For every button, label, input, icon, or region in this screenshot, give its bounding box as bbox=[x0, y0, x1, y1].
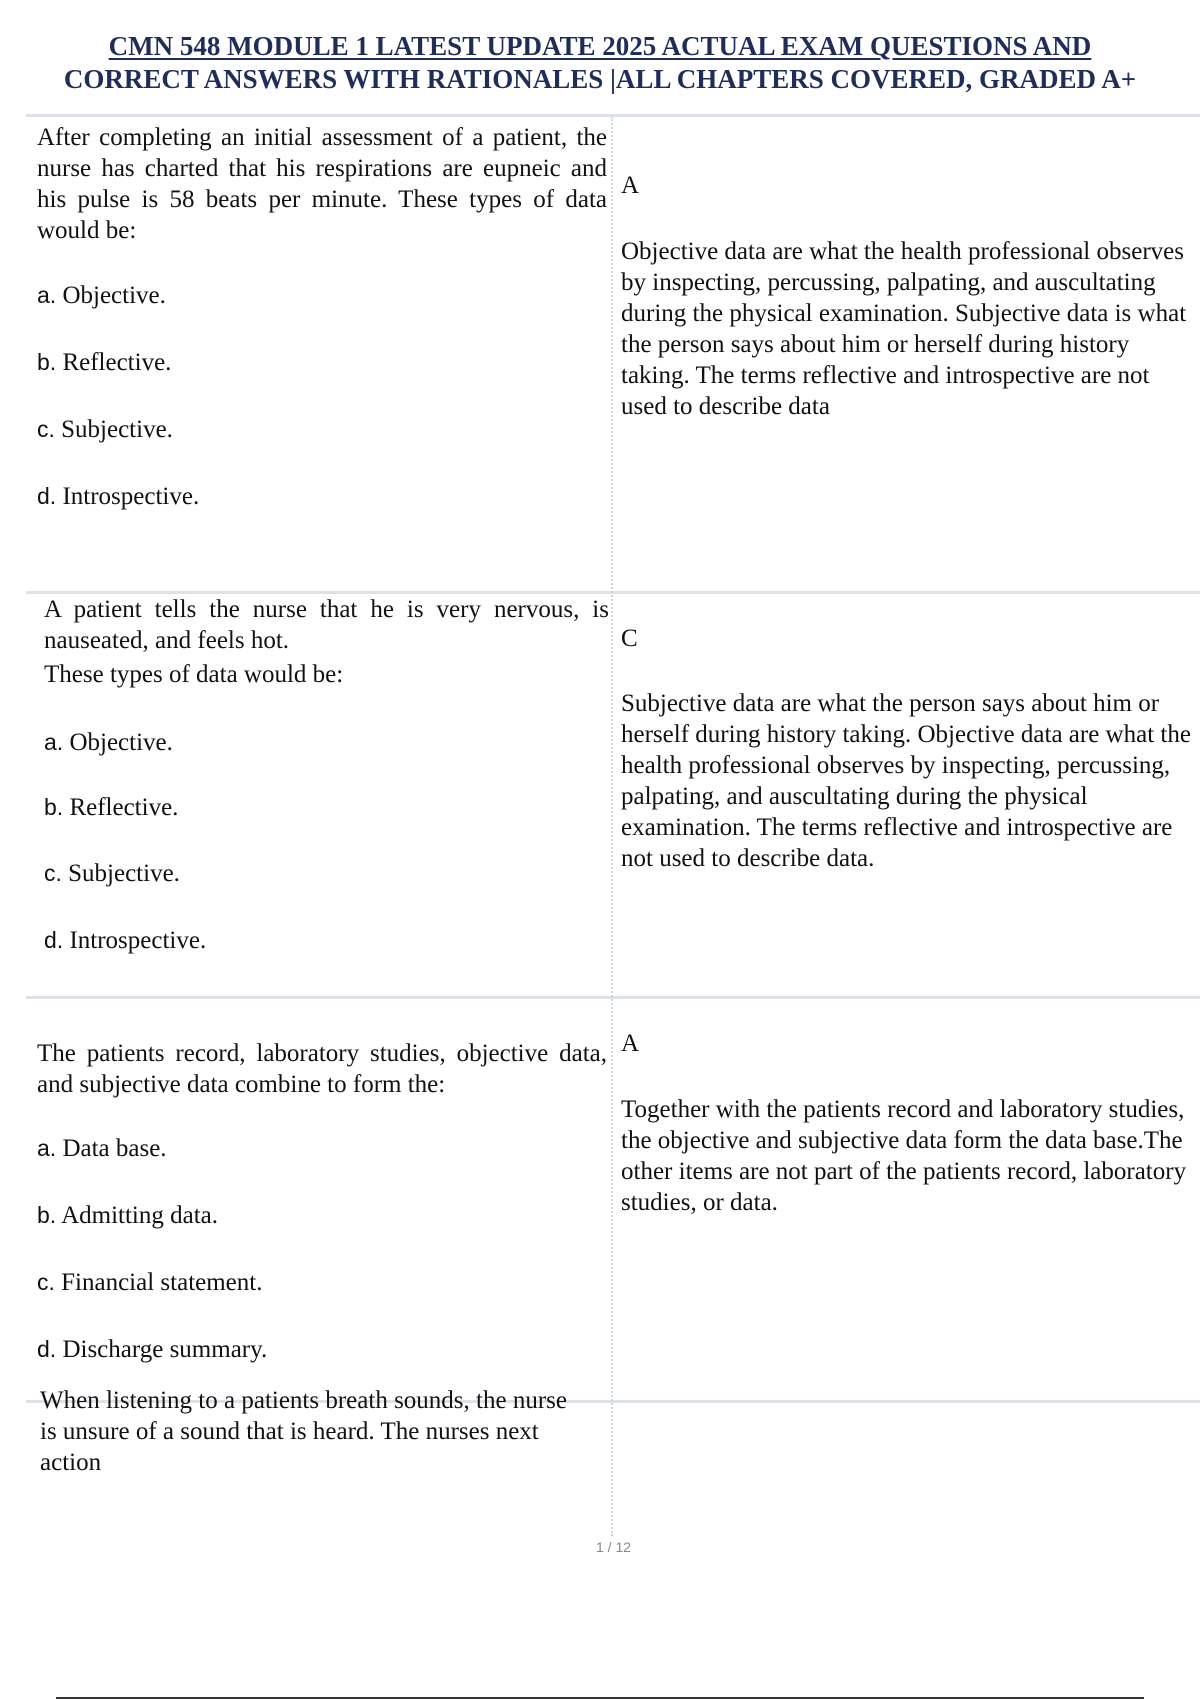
option-a bbox=[37, 1133, 167, 1164]
option-letter: c. bbox=[37, 416, 55, 442]
question-card-1 bbox=[37, 122, 607, 246]
option-d bbox=[37, 1334, 267, 1365]
option-text: Objective. bbox=[62, 282, 166, 309]
answer-letter: A bbox=[621, 172, 640, 199]
question-text-line-2: These types of data would be: bbox=[44, 661, 344, 688]
option-letter: b. bbox=[37, 1202, 57, 1228]
option-c bbox=[37, 414, 173, 445]
option-d bbox=[44, 925, 206, 956]
option-text: Data base. bbox=[62, 1135, 167, 1162]
option-b bbox=[37, 347, 171, 378]
question-text: After completing an initial assessment of a patient, the nurse has charted that his respirations are eupneic and his pulse is 58 beats per minute. These types of data would be: bbox=[37, 124, 607, 244]
question-card-2 bbox=[44, 594, 609, 690]
option-letter: c. bbox=[44, 860, 62, 886]
option-letter: d. bbox=[37, 483, 57, 509]
option-text: Reflective. bbox=[69, 794, 179, 821]
option-letter: c. bbox=[37, 1269, 55, 1295]
footer-rule bbox=[56, 1697, 1144, 1699]
option-d bbox=[37, 481, 199, 512]
option-letter: a. bbox=[44, 729, 64, 755]
column-divider bbox=[611, 116, 613, 1536]
option-letter: b. bbox=[37, 349, 57, 375]
answer-letter: A bbox=[621, 1030, 640, 1057]
option-letter: d. bbox=[37, 1336, 57, 1362]
option-text: Objective. bbox=[69, 729, 173, 756]
option-letter: a. bbox=[37, 1135, 57, 1161]
option-letter: d. bbox=[44, 927, 64, 953]
option-text: Subjective. bbox=[61, 416, 173, 443]
option-a bbox=[44, 727, 173, 758]
option-b bbox=[44, 792, 178, 823]
page-number: 1 / 12 bbox=[596, 1539, 632, 1555]
option-text: Financial statement. bbox=[61, 1269, 263, 1296]
rationale-text: Subjective data are what the person says about him or herself during history taking. Objective data are what the health professional observes by inspecting, percussing, palpating, and auscultating during the physical examination. The terms reflective and introspective are not used to describe data. bbox=[621, 690, 1191, 872]
option-letter: b. bbox=[44, 794, 64, 820]
question-text: The patients record, laboratory studies, objective data, and subjective data combine to form the: bbox=[37, 1040, 607, 1098]
divider-card-2 bbox=[26, 996, 1200, 999]
title-line-2: CORRECT ANSWERS WITH RATIONALES |ALL CHAPTERS COVERED, GRADED A+ bbox=[63, 64, 1137, 94]
option-text: Subjective. bbox=[68, 860, 180, 887]
option-b bbox=[37, 1200, 218, 1231]
divider-top bbox=[26, 114, 1200, 117]
rationale-text: Together with the patients record and laboratory studies, the objective and subjective data form the data base.The other items are not part of the patients record, laboratory studies, or data. bbox=[621, 1096, 1187, 1216]
option-text: Introspective. bbox=[69, 927, 207, 954]
page-title bbox=[0, 30, 1200, 96]
option-c bbox=[44, 858, 180, 889]
option-text: Reflective. bbox=[62, 349, 172, 376]
option-c bbox=[37, 1267, 262, 1298]
option-letter: a. bbox=[37, 282, 57, 308]
option-text: Admitting data. bbox=[61, 1202, 218, 1229]
question-card-4 bbox=[40, 1385, 580, 1478]
question-text: When listening to a patients breath sounds, the nurse is unsure of a sound that is heard. The nurses next action bbox=[40, 1387, 567, 1476]
answer-letter: C bbox=[621, 625, 638, 652]
option-text: Discharge summary. bbox=[62, 1336, 268, 1363]
option-text: Introspective. bbox=[62, 483, 200, 510]
rationale-text: Objective data are what the health professional observes by inspecting, percussing, palpating, and auscultating during the physical examination. Subjective data is what the person says about him or herself during history taking. The terms reflective and introspective are not used to describe data bbox=[621, 238, 1187, 420]
question-card-3 bbox=[37, 1038, 607, 1100]
option-a bbox=[37, 280, 166, 311]
question-text: A patient tells the nurse that he is very nervous, is nauseated, and feels hot. bbox=[44, 596, 609, 654]
title-line-1: CMN 548 MODULE 1 LATEST UPDATE 2025 ACTUAL EXAM QUESTIONS AND bbox=[108, 31, 1092, 61]
